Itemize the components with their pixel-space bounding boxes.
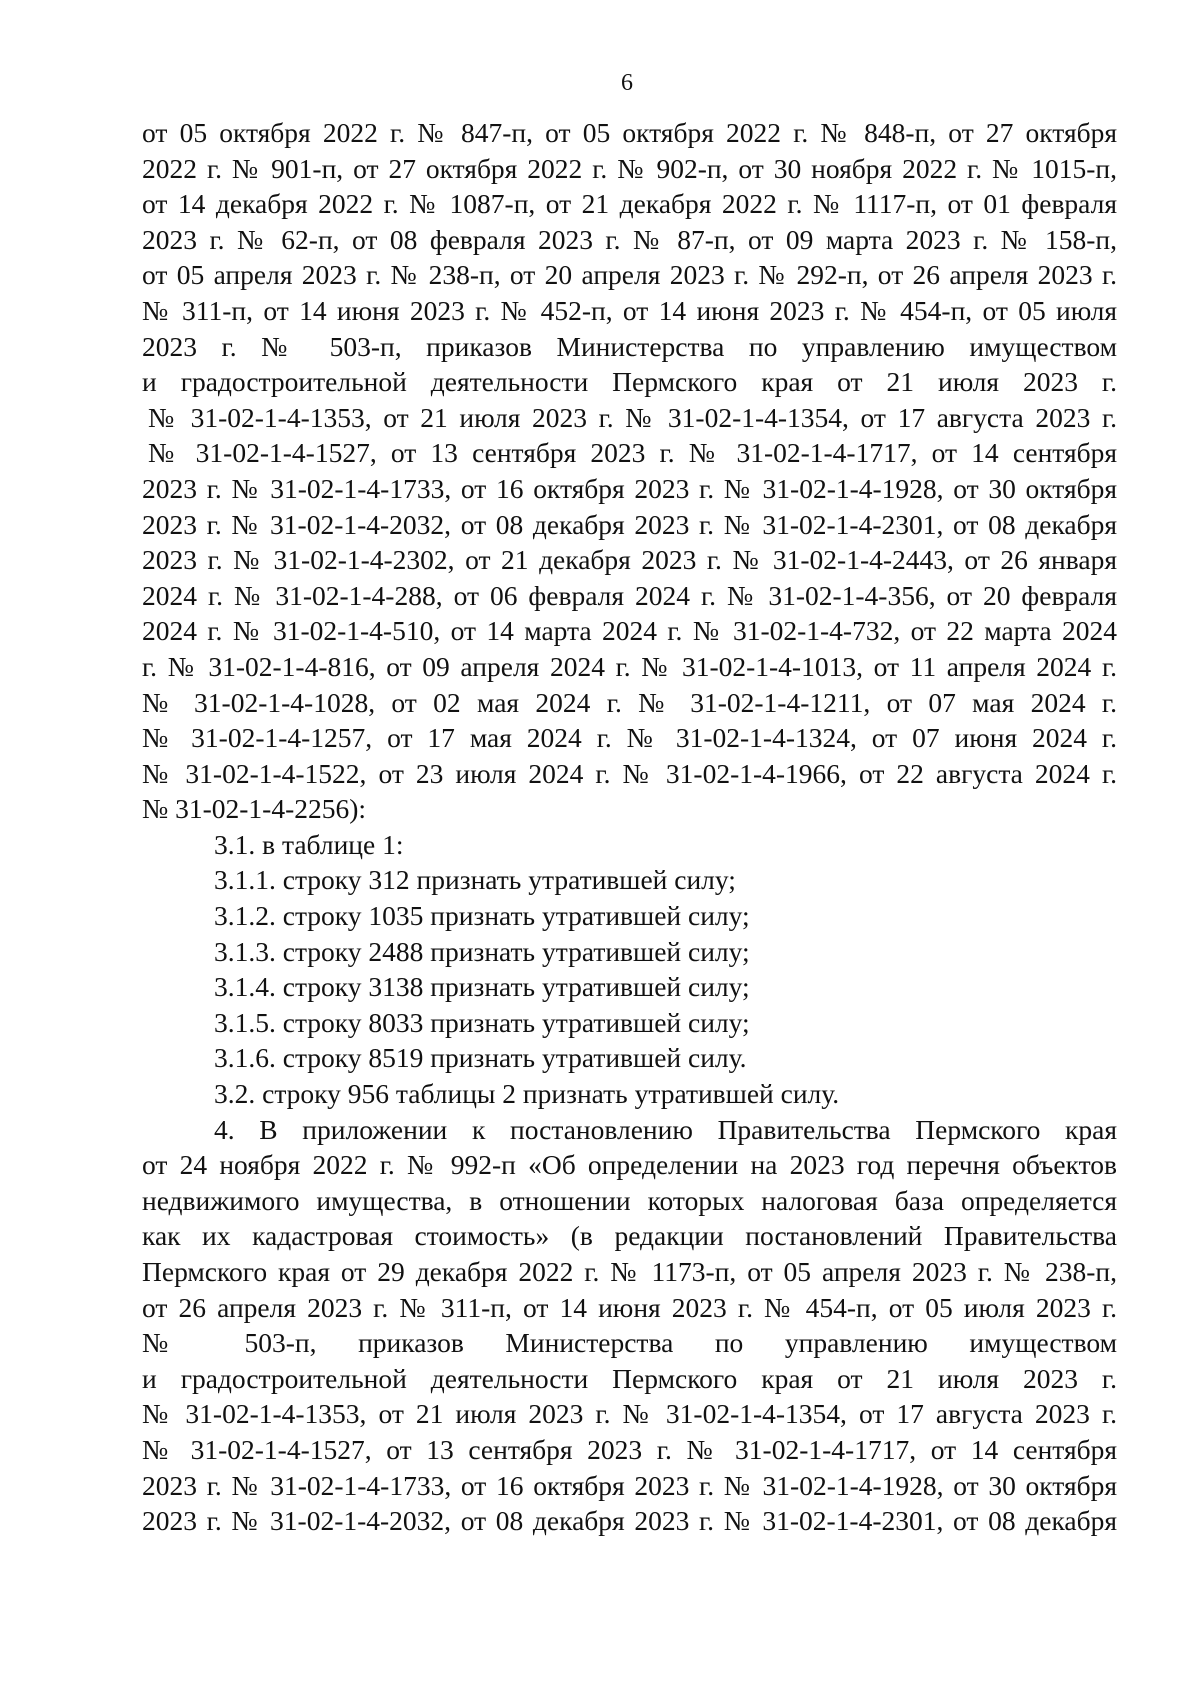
text-line: 2023 г. № 31-02-1-4-2032, от 08 декабря 2023 г. № 31-02-1-4-2301, от 08 декабря	[142, 508, 1117, 540]
text-line: 2022 г. № 901-п, от 27 октября 2022 г. № 902-п, от 30 ноября 2022 г. № 1015-п,	[142, 152, 1117, 184]
text-line: № 31-02-1-4-1028, от 02 мая 2024 г. № 31-02-1-4-1211, от 07 мая 2024 г.	[142, 686, 1117, 718]
list-item: 3.1.2. строку 1035 признать утратившей силу;	[214, 900, 750, 932]
list-item: 3.1.5. строку 8033 признать утратившей силу;	[214, 1006, 750, 1038]
text-line: от 14 декабря 2022 г. № 1087-п, от 21 декабря 2022 г. № 1117-п, от 01 февраля	[142, 188, 1117, 220]
text-line: от 26 апреля 2023 г. № 311-п, от 14 июня 2023 г. № 454-п, от 05 июля 2023 г.	[142, 1291, 1117, 1323]
list-item: 3.1.6. строку 8519 признать утратившей силу.	[214, 1042, 747, 1074]
text-line: № 31-02-1-4-1527, от 13 сентября 2023 г. № 31-02-1-4-1717, от 14 сентября	[142, 1433, 1117, 1465]
list-item: 3.1.3. строку 2488 признать утратившей силу;	[214, 935, 750, 967]
text-line: как их кадастровая стоимость» (в редакции постановлений Правительства	[142, 1220, 1117, 1252]
text-line: 2024 г. № 31-02-1-4-288, от 06 февраля 2024 г. № 31-02-1-4-356, от 20 февраля	[142, 579, 1117, 611]
text-line: № 31-02-1-4-2256):	[142, 793, 367, 825]
text-line: от 05 октября 2022 г. № 847-п, от 05 октября 2022 г. № 848-п, от 27 октября	[142, 117, 1117, 148]
text-line: от 05 апреля 2023 г. № 238-п, от 20 апреля 2023 г. № 292-п, от 26 апреля 2023 г.	[142, 259, 1117, 291]
list-item: 3.1.4. строку 3138 признать утратившей силу;	[214, 971, 750, 1003]
text-line: 2023 г. № 31-02-1-4-2302, от 21 декабря 2023 г. № 31-02-1-4-2443, от 26 января	[142, 544, 1117, 576]
list-item: 3.1. в таблице 1:	[214, 828, 404, 860]
document-body	[142, 115, 1117, 1539]
text-line: Пермского края от 29 декабря 2022 г. № 1173-п, от 05 апреля 2023 г. № 238-п,	[142, 1256, 1117, 1287]
text-line: и градостроительной деятельности Пермского края от 21 июля 2023 г.	[142, 366, 1117, 398]
text-line: 2023 г. № 31-02-1-4-1733, от 16 октября 2023 г. № 31-02-1-4-1928, от 30 октября	[142, 472, 1117, 504]
text-line: недвижимого имущества, в отношении которых налоговая база определяется	[142, 1184, 1117, 1216]
text-line: г. № 31-02-1-4-816, от 09 апреля 2024 г. № 31-02-1-4-1013, от 11 апреля 2024 г.	[142, 650, 1117, 682]
text-line: № 503-п, приказов Министерства по управлению имуществом	[142, 1327, 1117, 1359]
text-line: 2023 г. № 503-п, приказов Министерства по управлению имуществом	[142, 330, 1117, 362]
text-line: 2023 г. № 62-п, от 08 февраля 2023 г. № 87-п, от 09 марта 2023 г. № 158-п,	[142, 223, 1117, 255]
text-line: № 311-п, от 14 июня 2023 г. № 452-п, от 14 июня 2023 г. № 454-п, от 05 июля	[142, 294, 1117, 326]
list-item: 3.2. строку 956 таблицы 2 признать утратившей силу.	[214, 1078, 840, 1110]
text-line: № 31-02-1-4-1257, от 17 мая 2024 г. № 31-02-1-4-1324, от 07 июня 2024 г.	[142, 722, 1117, 754]
text-line: 2023 г. № 31-02-1-4-1733, от 16 октября 2023 г. № 31-02-1-4-1928, от 30 октября	[142, 1469, 1117, 1501]
page-number: 6	[621, 70, 633, 96]
text-line: 2024 г. № 31-02-1-4-510, от 14 марта 2024 г. № 31-02-1-4-732, от 22 марта 2024	[142, 615, 1117, 647]
text-line: от 24 ноября 2022 г. № 992-п «Об определении на 2023 год перечня объектов	[142, 1149, 1117, 1181]
text-line: № 31-02-1-4-1353, от 21 июля 2023 г. № 31-02-1-4-1354, от 17 августа 2023 г.	[148, 401, 1117, 433]
text-line: 2023 г. № 31-02-1-4-2032, от 08 декабря 2023 г. № 31-02-1-4-2301, от 08 декабря	[142, 1505, 1117, 1537]
text-line: № 31-02-1-4-1353, от 21 июля 2023 г. № 31-02-1-4-1354, от 17 августа 2023 г.	[142, 1398, 1117, 1430]
text-line: № 31-02-1-4-1527, от 13 сентября 2023 г. № 31-02-1-4-1717, от 14 сентября	[148, 437, 1117, 469]
text-line: и градостроительной деятельности Пермского края от 21 июля 2023 г.	[142, 1362, 1117, 1394]
paragraph-start: 4. В приложении к постановлению Правительства Пермского края	[214, 1113, 1117, 1145]
text-line: № 31-02-1-4-1522, от 23 июля 2024 г. № 31-02-1-4-1966, от 22 августа 2024 г.	[142, 757, 1117, 789]
list-item: 3.1.1. строку 312 признать утратившей силу;	[214, 864, 736, 896]
